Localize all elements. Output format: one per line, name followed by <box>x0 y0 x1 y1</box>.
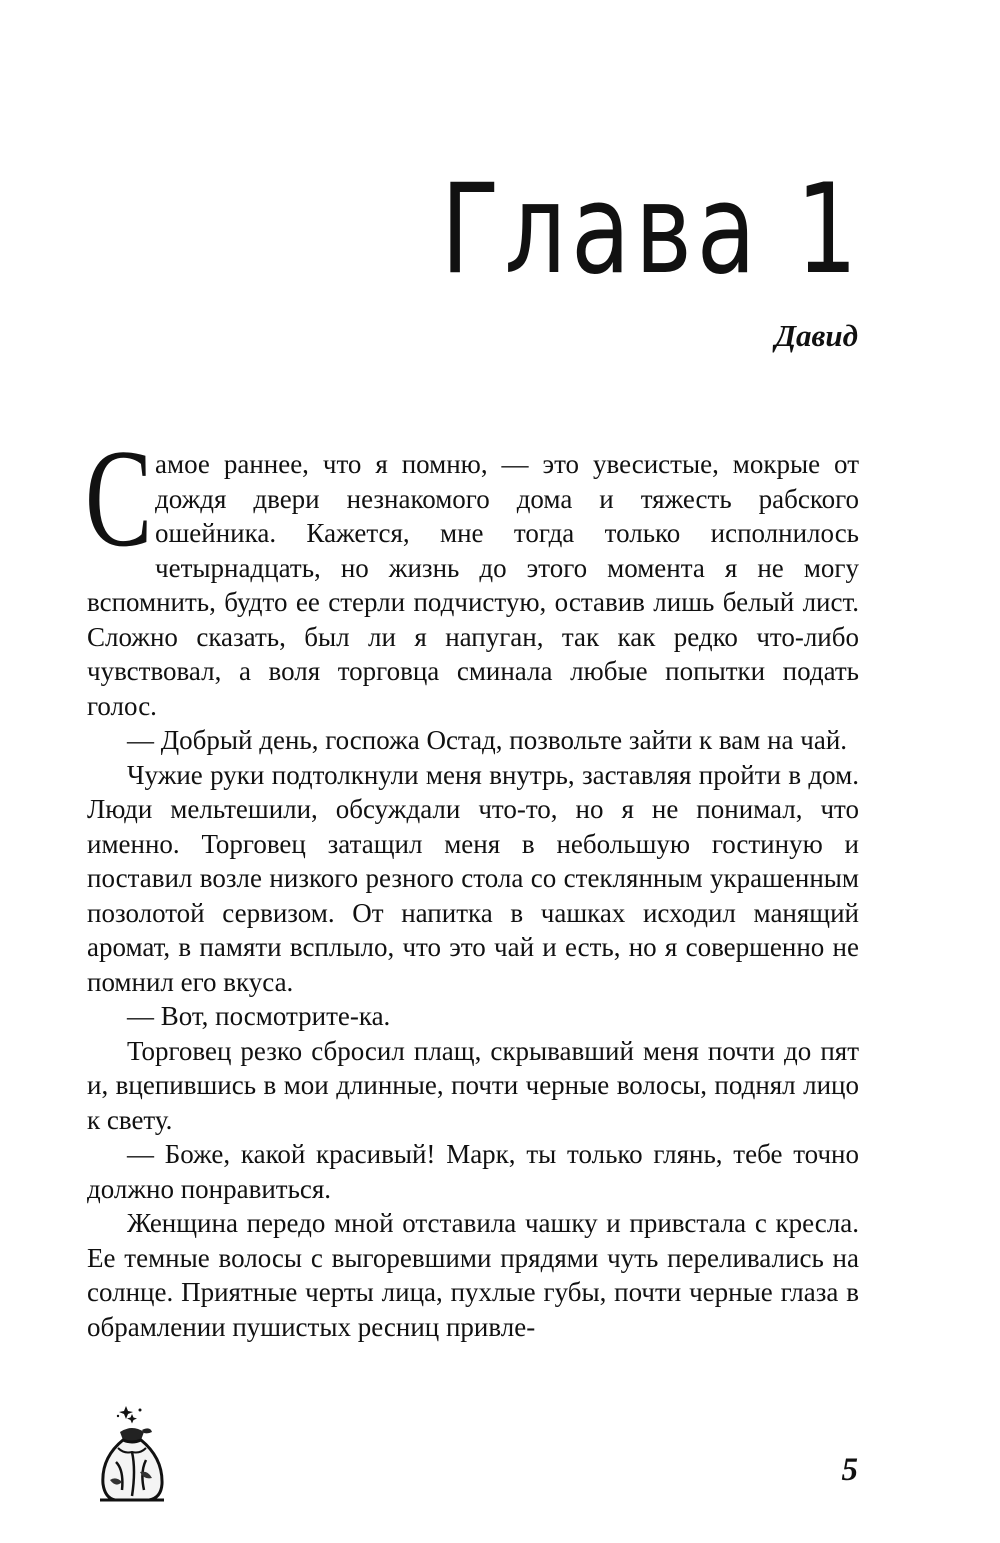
drop-cap: С <box>85 421 153 576</box>
chapter-title: Глава 1 <box>440 158 862 302</box>
paragraph: — Боже, какой красивый! Марк, ты только глянь, тебе точно должно понравиться. <box>87 1139 859 1204</box>
paragraph: Чужие руки подтолкнули меня внутрь, заставляя пройти в дом. Люди мельтешили, обсуждали что-то, но я не понимал, что именно. Торговец затащил меня в небольшую гостиную и поставил возле низкого резного стола со стеклянным украшенным позолотой сервизом. От напитка в чашках исходил манящий аромат, в памяти всплыло, что это чай и есть, но я совершенно не помнил его вкуса. <box>87 759 859 997</box>
paragraph: Торговец резко сбросил плащ, скрывавший меня почти до пят и, вцепившись в мои длинные, почти черные волосы, поднял лицо к свету. <box>87 1035 859 1135</box>
chapter-subtitle: Давид <box>774 318 858 353</box>
body-text <box>85 421 859 1344</box>
paragraph: Женщина передо мной отставила чашку и привстала с кресла. Ее темные волосы с выгоревшими прядями чуть переливались на солнце. Приятные черты лица, пухлые губы, почти черные глаза в обрамлении пушистых ресниц привле- <box>87 1208 859 1342</box>
page-number: 5 <box>841 1452 858 1488</box>
money-bag-icon <box>96 1402 168 1506</box>
paragraph: — Добрый день, госпожа Остад, позвольте зайти к вам на чай. <box>127 725 848 755</box>
paragraph <box>85 421 859 723</box>
paragraph-text: амое раннее, что я помню, — это увесистые, мокрые от дождя двери незнакомого дома и тяжесть рабского ошейника. Кажется, мне тогда только исполнилось четырнадцать, но жизнь до этого момента я не могу вспомнить, будто ее стерли подчистую, оставив лишь белый лист. Сложно сказать, был ли я напуган, так как редко что-либо чувствовал, а воля торговца сминала любые попытки подать голос. <box>87 449 859 721</box>
paragraph: — Вот, посмотрите-ка. <box>127 1001 391 1031</box>
